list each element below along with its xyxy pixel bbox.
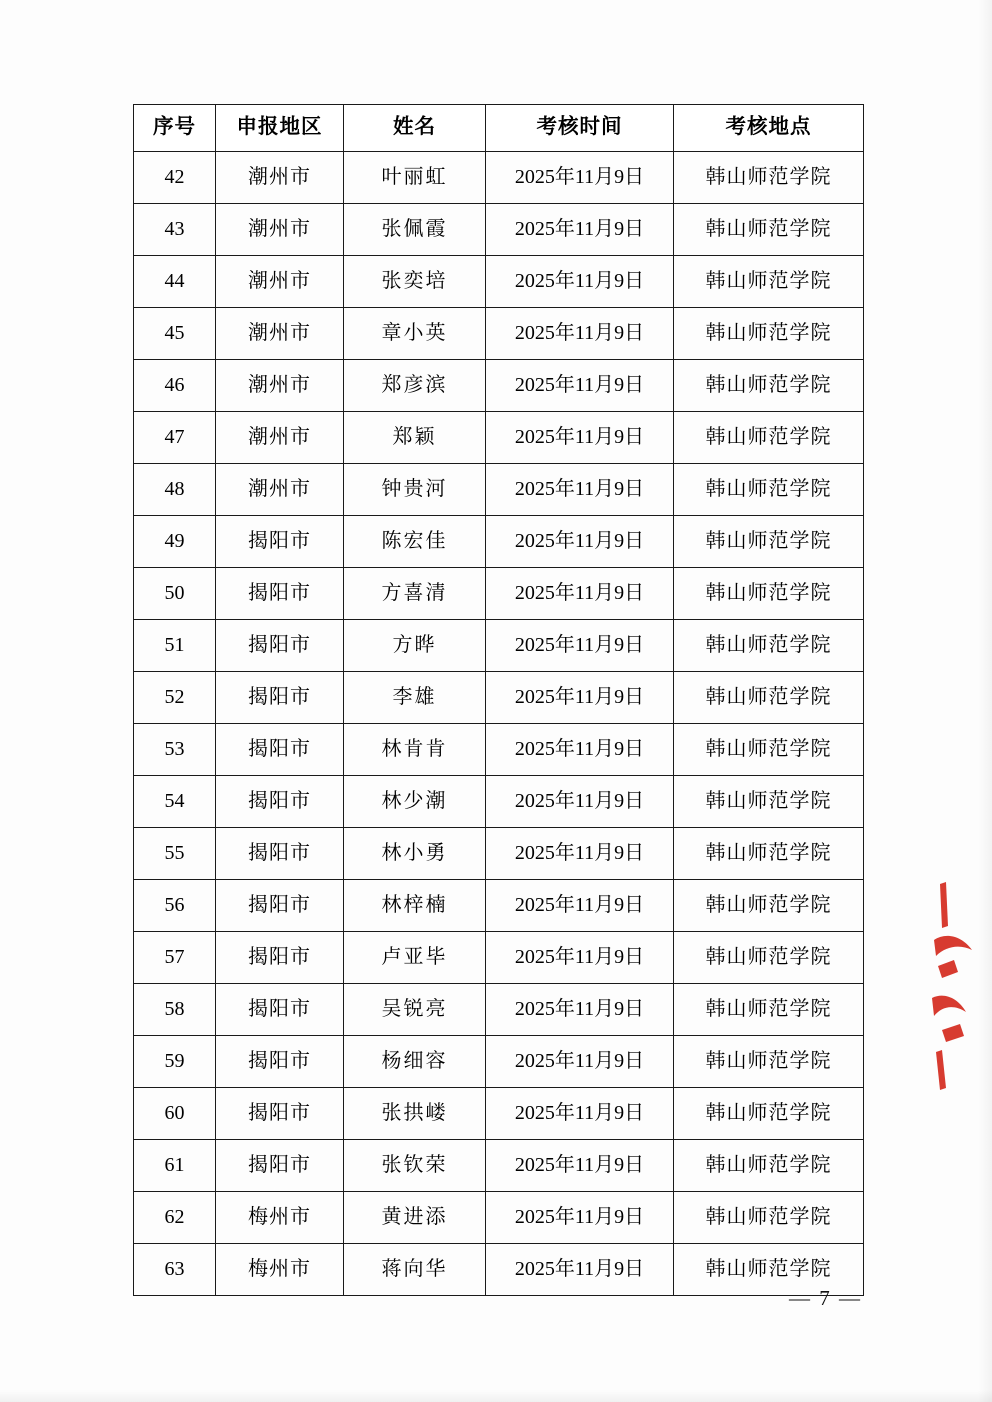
table-row	[134, 256, 864, 308]
cell-name: 李雄	[344, 672, 486, 724]
cell-index: 58	[134, 984, 216, 1036]
cell-place: 韩山师范学院	[674, 1088, 864, 1140]
cell-name: 林肯肯	[344, 724, 486, 776]
cell-index: 55	[134, 828, 216, 880]
cell-time: 2025年11月9日	[486, 984, 674, 1036]
cell-place: 韩山师范学院	[674, 516, 864, 568]
table-header	[134, 105, 864, 152]
cell-name: 郑彦滨	[344, 360, 486, 412]
cell-region: 揭阳市	[216, 776, 344, 828]
cell-place: 韩山师范学院	[674, 1036, 864, 1088]
table-row	[134, 984, 864, 1036]
cell-name: 林小勇	[344, 828, 486, 880]
table-header-row	[134, 105, 864, 152]
cell-region: 潮州市	[216, 204, 344, 256]
cell-time: 2025年11月9日	[486, 776, 674, 828]
cell-region: 揭阳市	[216, 932, 344, 984]
cell-time: 2025年11月9日	[486, 1036, 674, 1088]
page-edge-shading	[978, 0, 992, 1402]
cell-index: 48	[134, 464, 216, 516]
cell-name: 张钦荣	[344, 1140, 486, 1192]
cell-region: 揭阳市	[216, 1036, 344, 1088]
column-header-region: 申报地区	[216, 105, 344, 152]
cell-place: 韩山师范学院	[674, 568, 864, 620]
cell-region: 揭阳市	[216, 620, 344, 672]
cell-index: 51	[134, 620, 216, 672]
cell-region: 揭阳市	[216, 1088, 344, 1140]
cell-name: 郑颖	[344, 412, 486, 464]
cell-time: 2025年11月9日	[486, 1140, 674, 1192]
cell-time: 2025年11月9日	[486, 412, 674, 464]
cell-place: 韩山师范学院	[674, 880, 864, 932]
cell-index: 54	[134, 776, 216, 828]
cell-index: 46	[134, 360, 216, 412]
table-row	[134, 932, 864, 984]
cell-index: 60	[134, 1088, 216, 1140]
cell-region: 揭阳市	[216, 880, 344, 932]
cell-region: 揭阳市	[216, 672, 344, 724]
cell-index: 42	[134, 152, 216, 204]
table-row	[134, 568, 864, 620]
cell-time: 2025年11月9日	[486, 672, 674, 724]
cell-place: 韩山师范学院	[674, 1140, 864, 1192]
cell-time: 2025年11月9日	[486, 724, 674, 776]
cell-region: 潮州市	[216, 308, 344, 360]
roster-table-container	[133, 104, 863, 1296]
cell-name: 章小英	[344, 308, 486, 360]
cell-name: 钟贵河	[344, 464, 486, 516]
cell-region: 潮州市	[216, 464, 344, 516]
cell-time: 2025年11月9日	[486, 152, 674, 204]
cell-place: 韩山师范学院	[674, 464, 864, 516]
cell-time: 2025年11月9日	[486, 1088, 674, 1140]
cell-time: 2025年11月9日	[486, 1244, 674, 1296]
cell-region: 揭阳市	[216, 724, 344, 776]
cell-region: 揭阳市	[216, 828, 344, 880]
cell-index: 56	[134, 880, 216, 932]
cell-region: 揭阳市	[216, 516, 344, 568]
table-row	[134, 360, 864, 412]
cell-time: 2025年11月9日	[486, 1192, 674, 1244]
cell-place: 韩山师范学院	[674, 412, 864, 464]
cell-time: 2025年11月9日	[486, 568, 674, 620]
cell-index: 45	[134, 308, 216, 360]
cell-index: 62	[134, 1192, 216, 1244]
cell-region: 潮州市	[216, 152, 344, 204]
cell-name: 张拱嵝	[344, 1088, 486, 1140]
cell-index: 63	[134, 1244, 216, 1296]
cell-name: 杨细容	[344, 1036, 486, 1088]
cell-time: 2025年11月9日	[486, 828, 674, 880]
table-body	[134, 152, 864, 1296]
cell-name: 方晔	[344, 620, 486, 672]
cell-index: 53	[134, 724, 216, 776]
cell-index: 52	[134, 672, 216, 724]
cell-place: 韩山师范学院	[674, 828, 864, 880]
cell-index: 43	[134, 204, 216, 256]
cell-name: 张奕培	[344, 256, 486, 308]
cell-place: 韩山师范学院	[674, 152, 864, 204]
table-row	[134, 204, 864, 256]
cell-index: 49	[134, 516, 216, 568]
table-row	[134, 724, 864, 776]
cell-place: 韩山师范学院	[674, 204, 864, 256]
cell-place: 韩山师范学院	[674, 308, 864, 360]
cell-region: 揭阳市	[216, 568, 344, 620]
cell-name: 卢亚毕	[344, 932, 486, 984]
cell-name: 黄进添	[344, 1192, 486, 1244]
table-row	[134, 516, 864, 568]
cell-time: 2025年11月9日	[486, 256, 674, 308]
cell-name: 蒋向华	[344, 1244, 486, 1296]
table-row	[134, 1088, 864, 1140]
cell-time: 2025年11月9日	[486, 880, 674, 932]
table-row	[134, 620, 864, 672]
table-row	[134, 412, 864, 464]
cell-region: 梅州市	[216, 1192, 344, 1244]
cell-name: 叶丽虹	[344, 152, 486, 204]
cell-name: 吴锐亮	[344, 984, 486, 1036]
cell-time: 2025年11月9日	[486, 308, 674, 360]
cell-region: 揭阳市	[216, 1140, 344, 1192]
table-row	[134, 152, 864, 204]
cell-time: 2025年11月9日	[486, 204, 674, 256]
cell-name: 林梓楠	[344, 880, 486, 932]
cell-index: 57	[134, 932, 216, 984]
table-row	[134, 1192, 864, 1244]
cell-time: 2025年11月9日	[486, 932, 674, 984]
roster-table	[133, 104, 864, 1296]
page-bottom-shading	[0, 1390, 992, 1402]
cell-index: 61	[134, 1140, 216, 1192]
cell-index: 59	[134, 1036, 216, 1088]
column-header-place: 考核地点	[674, 105, 864, 152]
cell-name: 张佩霞	[344, 204, 486, 256]
table-row	[134, 672, 864, 724]
cell-time: 2025年11月9日	[486, 464, 674, 516]
cell-place: 韩山师范学院	[674, 932, 864, 984]
table-row	[134, 880, 864, 932]
cell-place: 韩山师范学院	[674, 360, 864, 412]
cell-index: 47	[134, 412, 216, 464]
cell-time: 2025年11月9日	[486, 516, 674, 568]
column-header-time: 考核时间	[486, 105, 674, 152]
table-row	[134, 776, 864, 828]
table-row	[134, 1140, 864, 1192]
cell-time: 2025年11月9日	[486, 360, 674, 412]
cell-region: 潮州市	[216, 412, 344, 464]
cell-place: 韩山师范学院	[674, 984, 864, 1036]
cell-place: 韩山师范学院	[674, 776, 864, 828]
cell-place: 韩山师范学院	[674, 672, 864, 724]
table-row	[134, 308, 864, 360]
cell-place: 韩山师范学院	[674, 1192, 864, 1244]
table-row	[134, 464, 864, 516]
cell-time: 2025年11月9日	[486, 620, 674, 672]
cell-place: 韩山师范学院	[674, 256, 864, 308]
page-number: — 7 —	[789, 1286, 862, 1310]
cell-place: 韩山师范学院	[674, 724, 864, 776]
cell-place: 韩山师范学院	[674, 620, 864, 672]
cell-place: 韩山师范学院	[674, 1244, 864, 1296]
cell-region: 潮州市	[216, 256, 344, 308]
table-row	[134, 1036, 864, 1088]
cell-region: 潮州市	[216, 360, 344, 412]
cell-name: 林少潮	[344, 776, 486, 828]
cell-name: 陈宏佳	[344, 516, 486, 568]
column-header-name: 姓名	[344, 105, 486, 152]
column-header-index: 序号	[134, 105, 216, 152]
cell-index: 44	[134, 256, 216, 308]
cell-region: 梅州市	[216, 1244, 344, 1296]
cell-index: 50	[134, 568, 216, 620]
cell-region: 揭阳市	[216, 984, 344, 1036]
table-row	[134, 828, 864, 880]
cell-name: 方喜清	[344, 568, 486, 620]
